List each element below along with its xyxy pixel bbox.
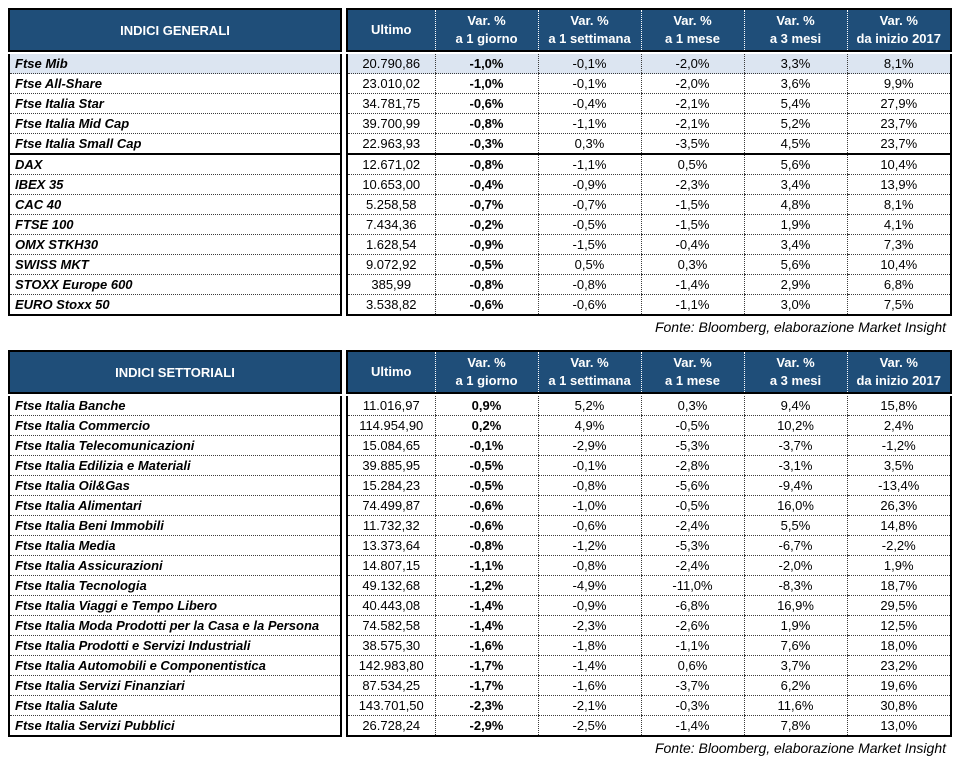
index-name-cell: Ftse All-Share — [9, 74, 341, 94]
ultimo-cell: 114.954,90 — [347, 416, 435, 436]
var-3-mesi-cell: -8,3% — [744, 576, 847, 596]
index-name-cell: Ftse Italia Salute — [9, 696, 341, 716]
var-1-mese-cell: -1,4% — [641, 716, 744, 737]
table-row — [9, 175, 951, 195]
header-var-inizio-2017-cell — [847, 9, 951, 51]
var-3-mesi-cell: 3,3% — [744, 54, 847, 74]
indici-settoriali-section — [8, 350, 955, 757]
source-note-settoriali: Fonte: Bloomberg, elaborazione Market Insight — [654, 740, 946, 756]
sector-indices-group — [9, 396, 951, 736]
ultimo-cell: 20.790,86 — [347, 54, 435, 74]
header-label: Var. % — [570, 355, 609, 370]
var-inizio-2017-cell: -2,2% — [847, 536, 951, 556]
var-1-mese-cell: -2,1% — [641, 94, 744, 114]
var-1-mese-cell: -3,7% — [641, 676, 744, 696]
header-sublabel: a 1 giorno — [455, 373, 518, 388]
source-note-generali: Fonte: Bloomberg, elaborazione Market Insight — [654, 319, 946, 335]
var-1-mese-cell: -2,4% — [641, 556, 744, 576]
var-inizio-2017-cell: 8,1% — [847, 54, 951, 74]
var-3-mesi-cell: 3,6% — [744, 74, 847, 94]
index-name-cell: Ftse Italia Media — [9, 536, 341, 556]
table-row — [9, 576, 951, 596]
var-1-giorno-cell: -2,9% — [435, 716, 538, 737]
var-3-mesi-cell: 4,5% — [744, 134, 847, 155]
table-row — [9, 436, 951, 456]
index-name-cell: Ftse Mib — [9, 54, 341, 74]
var-1-settimana-cell: 5,2% — [538, 396, 641, 416]
var-1-giorno-cell: -0,8% — [435, 114, 538, 134]
var-1-settimana-cell: -0,8% — [538, 275, 641, 295]
var-inizio-2017-cell: 4,1% — [847, 215, 951, 235]
var-1-settimana-cell: -0,4% — [538, 94, 641, 114]
var-1-giorno-cell: -0,6% — [435, 496, 538, 516]
header-sublabel: a 1 mese — [665, 373, 720, 388]
var-3-mesi-cell: 1,9% — [744, 215, 847, 235]
table-row — [9, 556, 951, 576]
header-var-3-mesi-cell — [744, 351, 847, 393]
var-1-settimana-cell: -1,4% — [538, 656, 641, 676]
var-1-settimana-cell: 0,3% — [538, 134, 641, 155]
var-1-settimana-cell: 4,9% — [538, 416, 641, 436]
var-1-settimana-cell: -0,1% — [538, 54, 641, 74]
var-1-giorno-cell: -1,1% — [435, 556, 538, 576]
header-sublabel: a 1 giorno — [455, 31, 518, 46]
var-1-mese-cell: -6,8% — [641, 596, 744, 616]
var-3-mesi-cell: 6,2% — [744, 676, 847, 696]
ultimo-cell: 13.373,64 — [347, 536, 435, 556]
var-1-mese-cell: -2,6% — [641, 616, 744, 636]
var-1-giorno-cell: -1,2% — [435, 576, 538, 596]
var-inizio-2017-cell: 27,9% — [847, 94, 951, 114]
table-row — [9, 616, 951, 636]
table-row — [9, 476, 951, 496]
var-1-mese-cell: -2,0% — [641, 54, 744, 74]
var-1-mese-cell: -2,1% — [641, 114, 744, 134]
var-1-settimana-cell: 0,5% — [538, 255, 641, 275]
var-3-mesi-cell: -9,4% — [744, 476, 847, 496]
var-3-mesi-cell: 7,8% — [744, 716, 847, 737]
var-1-mese-cell: -1,4% — [641, 275, 744, 295]
index-name-cell: Ftse Italia Alimentari — [9, 496, 341, 516]
var-inizio-2017-cell: 1,9% — [847, 556, 951, 576]
var-1-mese-cell: -2,0% — [641, 74, 744, 94]
indici-settoriali-table — [8, 396, 952, 737]
var-1-mese-cell: -11,0% — [641, 576, 744, 596]
var-1-giorno-cell: -2,3% — [435, 696, 538, 716]
var-1-settimana-cell: -1,8% — [538, 636, 641, 656]
var-1-settimana-cell: -2,9% — [538, 436, 641, 456]
var-3-mesi-cell: 10,2% — [744, 416, 847, 436]
index-name-cell: Ftse Italia Prodotti e Servizi Industriali — [9, 636, 341, 656]
table-row — [9, 496, 951, 516]
var-3-mesi-cell: 5,6% — [744, 154, 847, 175]
header-row — [9, 9, 951, 51]
var-1-giorno-cell: -0,2% — [435, 215, 538, 235]
header-label: Var. % — [467, 355, 506, 370]
table-row — [9, 716, 951, 737]
index-name-cell: Ftse Italia Viaggi e Tempo Libero — [9, 596, 341, 616]
europe-indices-group — [9, 154, 951, 315]
header-label: Var. % — [467, 13, 506, 28]
var-3-mesi-cell: 2,9% — [744, 275, 847, 295]
index-name-cell: Ftse Italia Servizi Pubblici — [9, 716, 341, 737]
var-1-giorno-cell: -0,8% — [435, 154, 538, 175]
ultimo-cell: 11.016,97 — [347, 396, 435, 416]
var-1-mese-cell: -2,4% — [641, 516, 744, 536]
ultimo-cell: 87.534,25 — [347, 676, 435, 696]
ultimo-cell: 11.732,32 — [347, 516, 435, 536]
ultimo-cell: 7.434,36 — [347, 215, 435, 235]
ultimo-cell: 49.132,68 — [347, 576, 435, 596]
table-row — [9, 54, 951, 74]
var-1-settimana-cell: -2,3% — [538, 616, 641, 636]
table-row — [9, 154, 951, 175]
var-1-mese-cell: -5,3% — [641, 436, 744, 456]
index-name-cell: OMX STKH30 — [9, 235, 341, 255]
index-name-cell: Ftse Italia Telecomunicazioni — [9, 436, 341, 456]
table-title-cell: INDICI GENERALI — [9, 9, 341, 51]
header-label: Var. % — [879, 355, 918, 370]
var-1-mese-cell: -5,6% — [641, 476, 744, 496]
var-1-mese-cell: 0,5% — [641, 154, 744, 175]
var-1-mese-cell: -0,3% — [641, 696, 744, 716]
index-name-cell: Ftse Italia Star — [9, 94, 341, 114]
var-inizio-2017-cell: 15,8% — [847, 396, 951, 416]
var-inizio-2017-cell: 7,3% — [847, 235, 951, 255]
var-inizio-2017-cell: 18,0% — [847, 636, 951, 656]
table-row — [9, 636, 951, 656]
var-3-mesi-cell: 16,0% — [744, 496, 847, 516]
var-3-mesi-cell: -6,7% — [744, 536, 847, 556]
header-label: Var. % — [673, 13, 712, 28]
ultimo-cell: 5.258,58 — [347, 195, 435, 215]
var-inizio-2017-cell: 30,8% — [847, 696, 951, 716]
ultimo-cell: 38.575,30 — [347, 636, 435, 656]
var-1-giorno-cell: -0,6% — [435, 295, 538, 316]
table-row — [9, 676, 951, 696]
var-1-mese-cell: -0,5% — [641, 416, 744, 436]
header-label: Var. % — [673, 355, 712, 370]
index-name-cell: Ftse Italia Mid Cap — [9, 114, 341, 134]
table-row — [9, 456, 951, 476]
var-1-settimana-cell: -0,1% — [538, 456, 641, 476]
var-inizio-2017-cell: 23,7% — [847, 114, 951, 134]
var-1-settimana-cell: -0,1% — [538, 74, 641, 94]
header-label: Var. % — [570, 13, 609, 28]
var-1-settimana-cell: -0,6% — [538, 516, 641, 536]
index-name-cell: Ftse Italia Servizi Finanziari — [9, 676, 341, 696]
ultimo-cell: 39.700,99 — [347, 114, 435, 134]
var-inizio-2017-cell: 26,3% — [847, 496, 951, 516]
var-3-mesi-cell: 5,5% — [744, 516, 847, 536]
var-1-mese-cell: -1,1% — [641, 295, 744, 316]
header-sublabel: da inizio 2017 — [856, 31, 942, 46]
ultimo-cell: 74.582,58 — [347, 616, 435, 636]
ultimo-cell: 26.728,24 — [347, 716, 435, 737]
var-3-mesi-cell: -3,1% — [744, 456, 847, 476]
index-name-cell: Ftse Italia Small Cap — [9, 134, 341, 155]
var-1-settimana-cell: -0,6% — [538, 295, 641, 316]
ultimo-cell: 23.010,02 — [347, 74, 435, 94]
header-sublabel: a 3 mesi — [769, 373, 822, 388]
var-1-mese-cell: -0,4% — [641, 235, 744, 255]
ultimo-cell: 142.983,80 — [347, 656, 435, 676]
index-name-cell: STOXX Europe 600 — [9, 275, 341, 295]
var-3-mesi-cell: 1,9% — [744, 616, 847, 636]
table-row — [9, 596, 951, 616]
var-1-giorno-cell: -0,6% — [435, 94, 538, 114]
var-1-mese-cell: -3,5% — [641, 134, 744, 155]
var-inizio-2017-cell: 2,4% — [847, 416, 951, 436]
header-ultimo-cell — [347, 351, 435, 393]
index-name-cell: IBEX 35 — [9, 175, 341, 195]
var-1-mese-cell: -1,5% — [641, 215, 744, 235]
var-inizio-2017-cell: 29,5% — [847, 596, 951, 616]
var-1-mese-cell: -1,5% — [641, 195, 744, 215]
var-1-settimana-cell: -1,2% — [538, 536, 641, 556]
var-1-giorno-cell: -0,5% — [435, 255, 538, 275]
ultimo-cell: 15.084,65 — [347, 436, 435, 456]
var-3-mesi-cell: 5,6% — [744, 255, 847, 275]
italy-indices-group — [9, 54, 951, 154]
var-1-settimana-cell: -0,7% — [538, 195, 641, 215]
var-1-mese-cell: -2,3% — [641, 175, 744, 195]
var-1-settimana-cell: -1,0% — [538, 496, 641, 516]
var-1-mese-cell: -1,1% — [641, 636, 744, 656]
table-row — [9, 235, 951, 255]
header-label: Var. % — [776, 355, 815, 370]
var-1-settimana-cell: -1,1% — [538, 114, 641, 134]
ultimo-cell: 10.653,00 — [347, 175, 435, 195]
var-3-mesi-cell: -3,7% — [744, 436, 847, 456]
var-3-mesi-cell: 5,2% — [744, 114, 847, 134]
var-1-giorno-cell: -0,5% — [435, 456, 538, 476]
header-var-3-mesi-cell — [744, 9, 847, 51]
var-3-mesi-cell: 5,4% — [744, 94, 847, 114]
indici-settoriali-header — [8, 350, 952, 394]
ultimo-cell: 40.443,08 — [347, 596, 435, 616]
var-1-settimana-cell: -0,9% — [538, 175, 641, 195]
header-label: Ultimo — [371, 22, 412, 37]
var-1-mese-cell: -0,5% — [641, 496, 744, 516]
var-inizio-2017-cell: -13,4% — [847, 476, 951, 496]
ultimo-cell: 14.807,15 — [347, 556, 435, 576]
header-label: Var. % — [879, 13, 918, 28]
index-name-cell: Ftse Italia Oil&Gas — [9, 476, 341, 496]
ultimo-cell: 9.072,92 — [347, 255, 435, 275]
ultimo-cell: 143.701,50 — [347, 696, 435, 716]
var-inizio-2017-cell: 19,6% — [847, 676, 951, 696]
table-row — [9, 195, 951, 215]
index-name-cell: EURO Stoxx 50 — [9, 295, 341, 316]
header-label: Var. % — [776, 13, 815, 28]
index-name-cell: Ftse Italia Moda Prodotti per la Casa e la Persona — [9, 616, 341, 636]
index-name-cell: Ftse Italia Tecnologia — [9, 576, 341, 596]
header-var-1-settimana-cell — [538, 351, 641, 393]
table-row — [9, 255, 951, 275]
var-1-mese-cell: 0,3% — [641, 396, 744, 416]
var-inizio-2017-cell: 13,0% — [847, 716, 951, 737]
table-row — [9, 516, 951, 536]
table-row — [9, 134, 951, 155]
var-1-giorno-cell: -0,8% — [435, 536, 538, 556]
header-var-1-giorno-cell — [435, 351, 538, 393]
ultimo-cell: 12.671,02 — [347, 154, 435, 175]
table-row — [9, 74, 951, 94]
var-1-giorno-cell: 0,9% — [435, 396, 538, 416]
var-1-settimana-cell: -0,9% — [538, 596, 641, 616]
var-1-giorno-cell: -0,1% — [435, 436, 538, 456]
var-inizio-2017-cell: 23,2% — [847, 656, 951, 676]
table-row — [9, 94, 951, 114]
var-3-mesi-cell: 4,8% — [744, 195, 847, 215]
var-1-giorno-cell: -1,7% — [435, 676, 538, 696]
index-name-cell: FTSE 100 — [9, 215, 341, 235]
var-1-settimana-cell: -0,8% — [538, 476, 641, 496]
var-1-giorno-cell: -0,6% — [435, 516, 538, 536]
header-label: Ultimo — [371, 364, 412, 379]
var-3-mesi-cell: -2,0% — [744, 556, 847, 576]
var-inizio-2017-cell: 3,5% — [847, 456, 951, 476]
var-inizio-2017-cell: -1,2% — [847, 436, 951, 456]
index-name-cell: DAX — [9, 154, 341, 175]
indici-generali-table — [8, 54, 952, 316]
indici-generali-section — [8, 8, 955, 336]
header-var-1-mese-cell — [641, 351, 744, 393]
var-inizio-2017-cell: 9,9% — [847, 74, 951, 94]
var-inizio-2017-cell: 8,1% — [847, 195, 951, 215]
var-3-mesi-cell: 16,9% — [744, 596, 847, 616]
var-inizio-2017-cell: 14,8% — [847, 516, 951, 536]
var-3-mesi-cell: 3,7% — [744, 656, 847, 676]
header-var-1-settimana-cell — [538, 9, 641, 51]
var-inizio-2017-cell: 18,7% — [847, 576, 951, 596]
var-1-settimana-cell: -1,5% — [538, 235, 641, 255]
var-3-mesi-cell: 9,4% — [744, 396, 847, 416]
var-1-settimana-cell: -2,1% — [538, 696, 641, 716]
var-inizio-2017-cell: 13,9% — [847, 175, 951, 195]
index-name-cell: Ftse Italia Beni Immobili — [9, 516, 341, 536]
var-inizio-2017-cell: 7,5% — [847, 295, 951, 316]
header-row — [9, 351, 951, 393]
index-name-cell: Ftse Italia Assicurazioni — [9, 556, 341, 576]
var-inizio-2017-cell: 12,5% — [847, 616, 951, 636]
table-row — [9, 536, 951, 556]
var-1-giorno-cell: -1,6% — [435, 636, 538, 656]
table-row — [9, 416, 951, 436]
index-name-cell: Ftse Italia Automobili e Componentistica — [9, 656, 341, 676]
indici-generali-header — [8, 8, 952, 52]
table-row — [9, 656, 951, 676]
var-1-settimana-cell: -0,8% — [538, 556, 641, 576]
ultimo-cell: 1.628,54 — [347, 235, 435, 255]
header-var-1-giorno-cell — [435, 9, 538, 51]
table-row — [9, 114, 951, 134]
var-1-giorno-cell: -0,3% — [435, 134, 538, 155]
ultimo-cell: 3.538,82 — [347, 295, 435, 316]
var-1-giorno-cell: -1,4% — [435, 616, 538, 636]
header-ultimo-cell — [347, 9, 435, 51]
var-1-giorno-cell: -0,4% — [435, 175, 538, 195]
var-1-giorno-cell: -1,0% — [435, 54, 538, 74]
header-var-1-mese-cell — [641, 9, 744, 51]
index-name-cell: Ftse Italia Edilizia e Materiali — [9, 456, 341, 476]
var-1-mese-cell: -5,3% — [641, 536, 744, 556]
var-1-settimana-cell: -2,5% — [538, 716, 641, 737]
var-inizio-2017-cell: 10,4% — [847, 154, 951, 175]
var-1-giorno-cell: -0,9% — [435, 235, 538, 255]
var-1-settimana-cell: -0,5% — [538, 215, 641, 235]
var-inizio-2017-cell: 10,4% — [847, 255, 951, 275]
var-1-settimana-cell: -1,1% — [538, 154, 641, 175]
var-1-mese-cell: 0,6% — [641, 656, 744, 676]
ultimo-cell: 34.781,75 — [347, 94, 435, 114]
index-name-cell: CAC 40 — [9, 195, 341, 215]
table-row — [9, 215, 951, 235]
header-var-inizio-2017-cell — [847, 351, 951, 393]
header-sublabel: a 1 settimana — [548, 373, 631, 388]
table-row — [9, 275, 951, 295]
var-3-mesi-cell: 11,6% — [744, 696, 847, 716]
var-1-giorno-cell: -0,5% — [435, 476, 538, 496]
var-3-mesi-cell: 7,6% — [744, 636, 847, 656]
var-1-giorno-cell: 0,2% — [435, 416, 538, 436]
var-1-giorno-cell: -1,0% — [435, 74, 538, 94]
var-1-giorno-cell: -0,8% — [435, 275, 538, 295]
ultimo-cell: 39.885,95 — [347, 456, 435, 476]
var-3-mesi-cell: 3,4% — [744, 175, 847, 195]
var-1-mese-cell: -2,8% — [641, 456, 744, 476]
var-1-giorno-cell: -1,4% — [435, 596, 538, 616]
index-name-cell: Ftse Italia Commercio — [9, 416, 341, 436]
var-3-mesi-cell: 3,4% — [744, 235, 847, 255]
header-sublabel: a 1 settimana — [548, 31, 631, 46]
var-inizio-2017-cell: 23,7% — [847, 134, 951, 155]
var-1-mese-cell: 0,3% — [641, 255, 744, 275]
var-1-settimana-cell: -4,9% — [538, 576, 641, 596]
ultimo-cell: 15.284,23 — [347, 476, 435, 496]
index-name-cell: Ftse Italia Banche — [9, 396, 341, 416]
header-sublabel: a 3 mesi — [769, 31, 822, 46]
var-1-giorno-cell: -1,7% — [435, 656, 538, 676]
table-title-cell: INDICI SETTORIALI — [9, 351, 341, 393]
ultimo-cell: 22.963,93 — [347, 134, 435, 155]
table-row — [9, 295, 951, 316]
ultimo-cell: 74.499,87 — [347, 496, 435, 516]
table-row — [9, 396, 951, 416]
var-1-settimana-cell: -1,6% — [538, 676, 641, 696]
table-row — [9, 696, 951, 716]
ultimo-cell: 385,99 — [347, 275, 435, 295]
var-1-giorno-cell: -0,7% — [435, 195, 538, 215]
var-inizio-2017-cell: 6,8% — [847, 275, 951, 295]
header-sublabel: da inizio 2017 — [856, 373, 942, 388]
header-sublabel: a 1 mese — [665, 31, 720, 46]
index-name-cell: SWISS MKT — [9, 255, 341, 275]
var-3-mesi-cell: 3,0% — [744, 295, 847, 316]
